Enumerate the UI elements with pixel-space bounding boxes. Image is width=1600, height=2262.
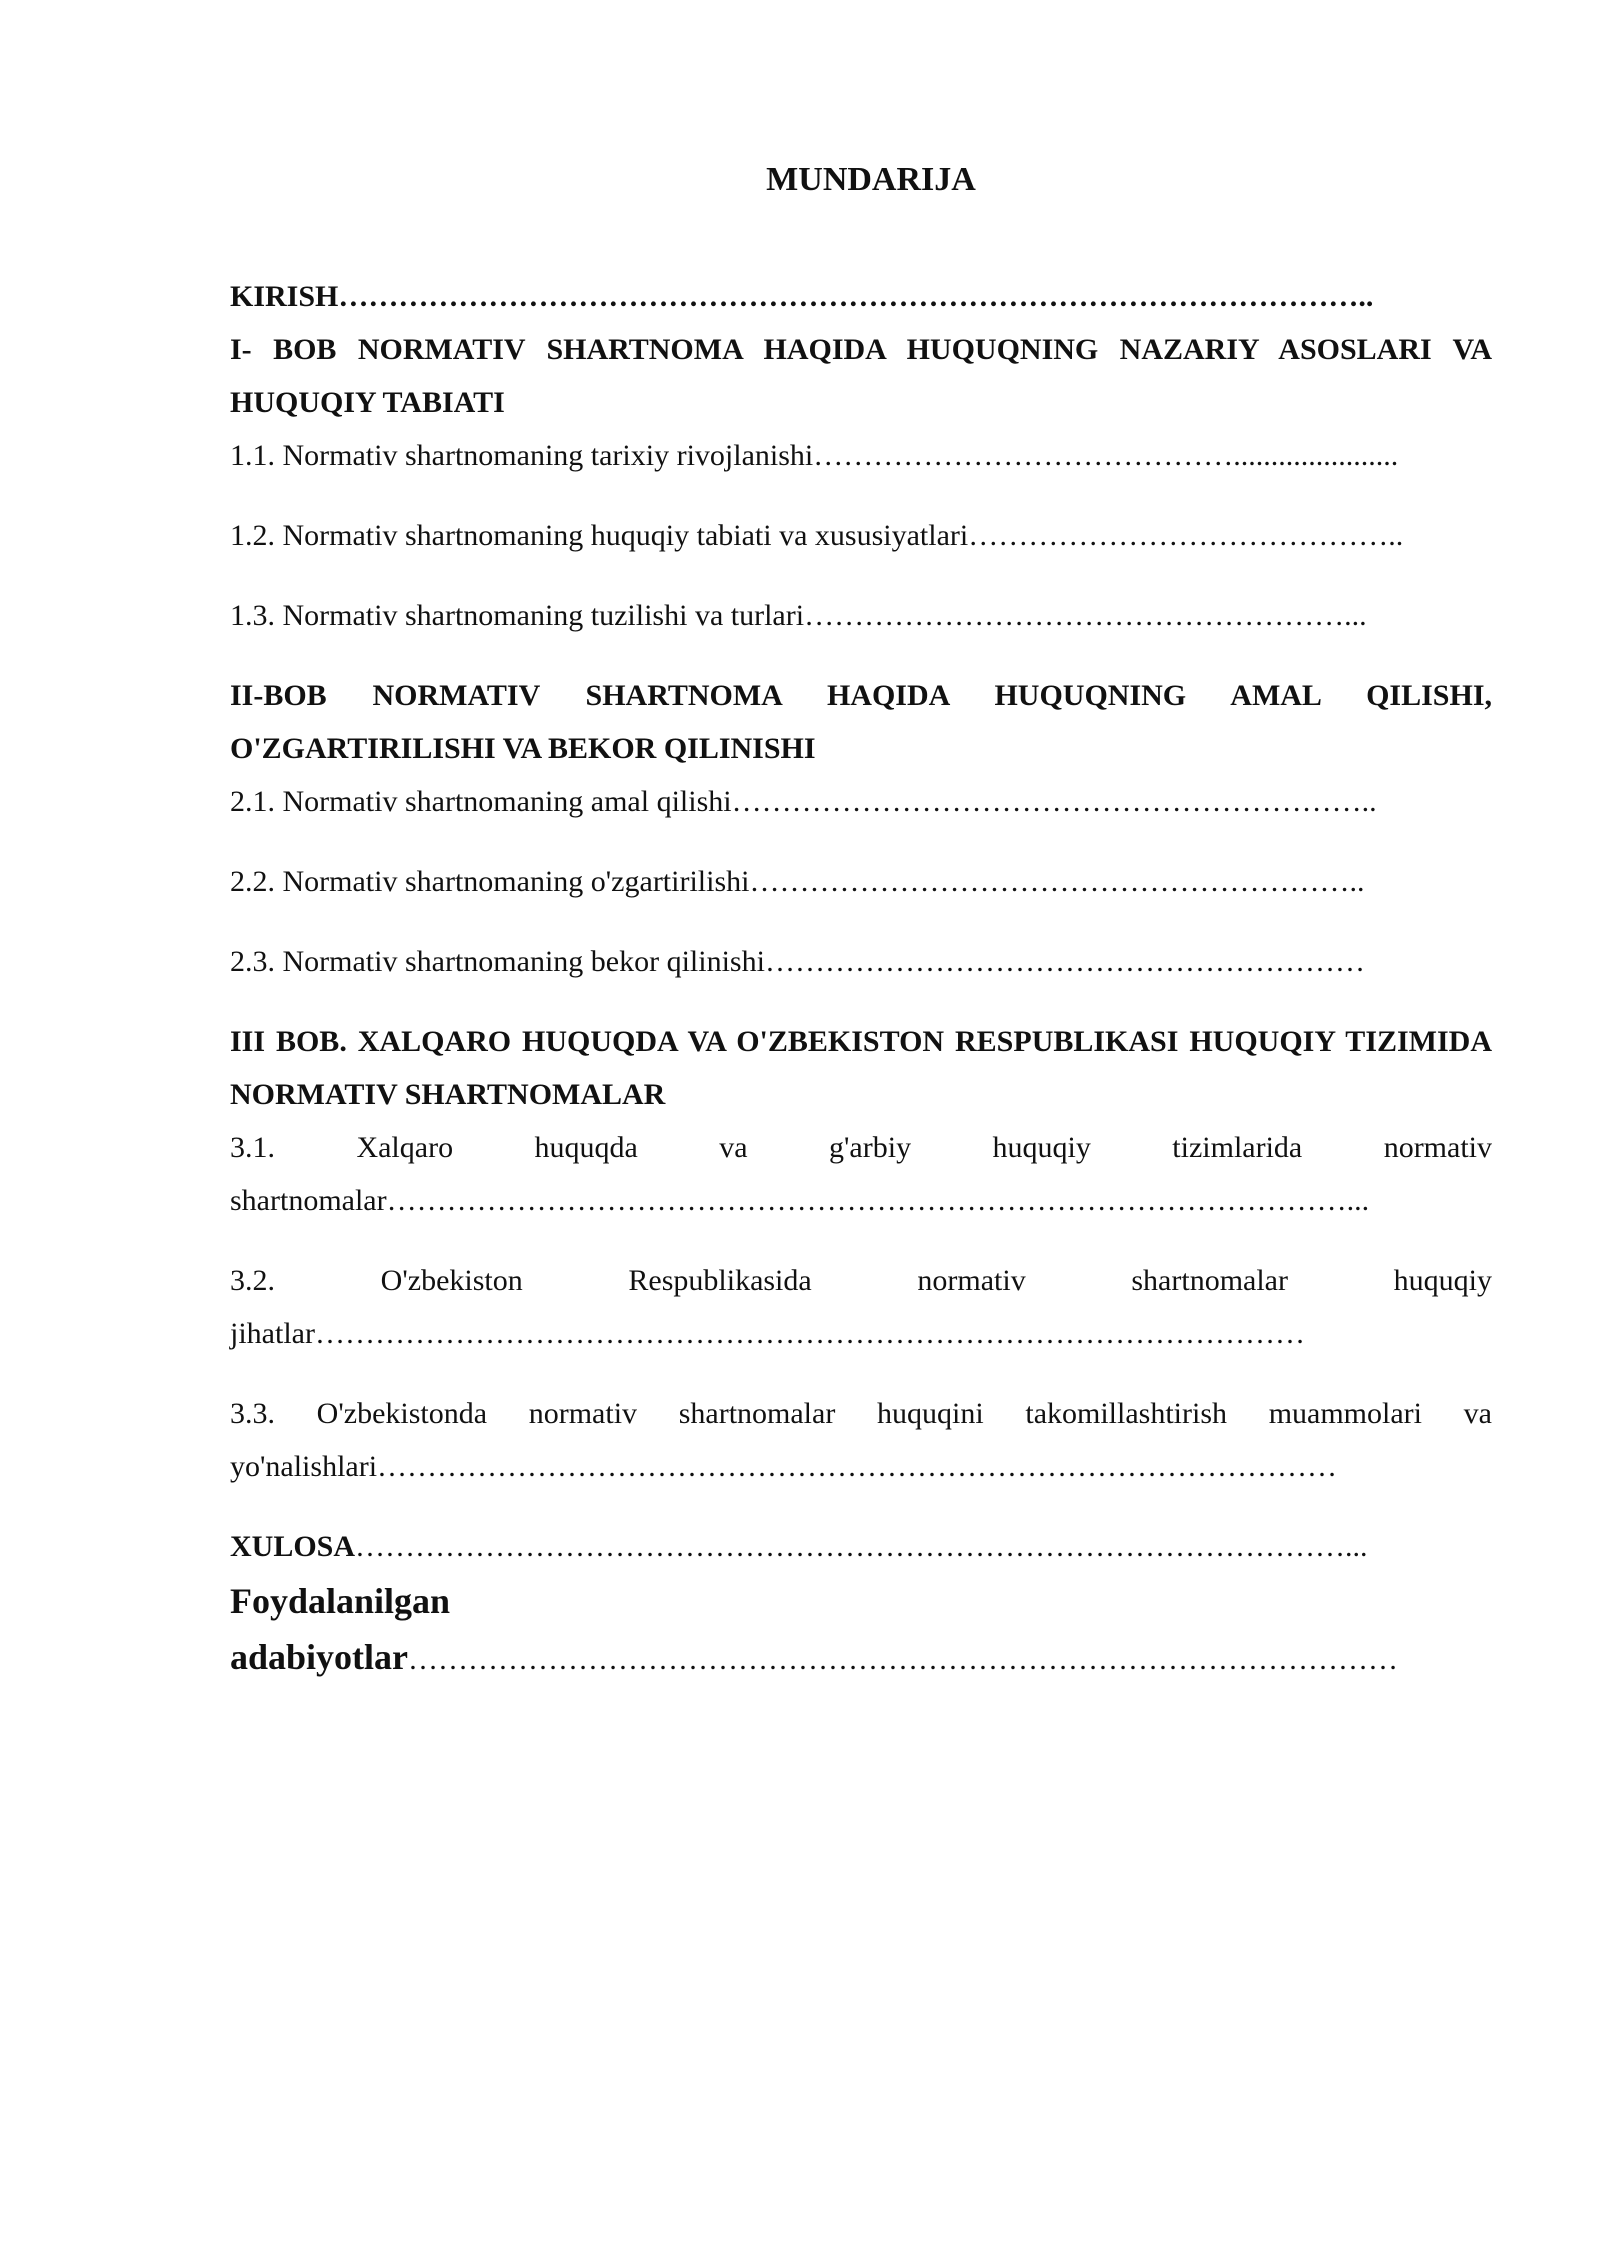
- toc-label: 1.1. Normativ shartnomaning tarixiy rivojlanishi: [230, 439, 814, 472]
- toc-dots: ……………………………………………………..: [749, 865, 1365, 898]
- toc-references-line2: [230, 1629, 1492, 1688]
- document-page: [230, 160, 1492, 1688]
- toc-dots: ………………………………………………………..: [731, 785, 1377, 818]
- toc-entry-references: [230, 1573, 1492, 1688]
- toc-dots: ………………………………………………...: [804, 599, 1367, 632]
- toc-entry-3-2: [230, 1254, 1492, 1360]
- toc-dots: ……………………………………..: [968, 519, 1404, 552]
- toc-label: 2.2. Normativ shartnomaning o'zgartirilishi: [230, 865, 750, 898]
- toc-entry-2-1: [230, 775, 1492, 828]
- toc-entry-intro: [230, 270, 1492, 323]
- toc-chapter-3-heading: III BOB. XALQARO HUQUQDA VA O'ZBEKISTON RESPUBLIKASI HUQUQIY TIZIMIDA NORMATIV SHARTNOMALAR: [230, 1025, 1492, 1111]
- toc-dots: ……………………………………......................: [813, 439, 1399, 472]
- toc-dots: ………………………………………………………………………………………: [314, 1317, 1305, 1350]
- toc-label: 3.3. O'zbekistonda normativ shartnomalar huquqini takomillashtirish muammolari va yo'nalishlari: [230, 1397, 1492, 1483]
- toc-chapter-1-heading: I- BOB NORMATIV SHARTNOMA HAQIDA HUQUQNING NAZARIY ASOSLARI VA HUQUQIY TABIATI: [230, 333, 1492, 419]
- toc-label-line2: adabiyotlar: [230, 1637, 409, 1677]
- toc-label: 2.1. Normativ shartnomaning amal qilishi: [230, 785, 732, 818]
- toc-dots: …………………………………………………………………………………………..: [338, 280, 1374, 313]
- toc-dots: ……………………………………………………………………………………...: [386, 1184, 1370, 1217]
- toc-label: KIRISH: [230, 280, 339, 313]
- page-title: MUNDARIJA: [766, 161, 976, 198]
- toc-label: 1.2. Normativ shartnomaning huquqiy tabiati va xususiyatlari: [230, 519, 969, 552]
- toc-entry-3-3: [230, 1387, 1492, 1493]
- toc-dots: ……………………………………………………………………………………: [377, 1450, 1338, 1483]
- toc-label: 2.3. Normativ shartnomaning bekor qilinishi: [230, 945, 765, 978]
- toc-entry-1-2: [230, 509, 1492, 562]
- toc-entry-2-3: [230, 935, 1492, 988]
- toc-label: 3.1. Xalqaro huquqda va g'arbiy huquqiy tizimlarida normativ shartnomalar: [230, 1131, 1492, 1217]
- toc-entry-2-2: [230, 855, 1492, 908]
- toc-label-line1: Foydalanilgan: [230, 1581, 451, 1621]
- toc-dots: ………………………………………………………………………………………...: [355, 1530, 1368, 1563]
- toc-entry-3-1: [230, 1121, 1492, 1227]
- toc-label: 1.3. Normativ shartnomaning tuzilishi va turlari: [230, 599, 805, 632]
- toc-label: 3.2. O'zbekiston Respublikasida normativ shartnomalar huquqiy jihatlar: [230, 1264, 1492, 1350]
- toc-entry-1-1: [230, 429, 1492, 482]
- toc-chapter-2-heading: II-BOB NORMATIV SHARTNOMA HAQIDA HUQUQNING AMAL QILISHI, O'ZGARTIRILISHI VA BEKOR QILINISHI: [230, 679, 1492, 765]
- toc-dots: ………………………………………………………………………………………: [408, 1643, 1399, 1676]
- toc-entry-1-3: [230, 589, 1492, 642]
- toc-entry-conclusion: [230, 1520, 1492, 1573]
- toc-dots: ……………………………………………………: [764, 945, 1365, 978]
- toc-label: XULOSA: [230, 1530, 356, 1563]
